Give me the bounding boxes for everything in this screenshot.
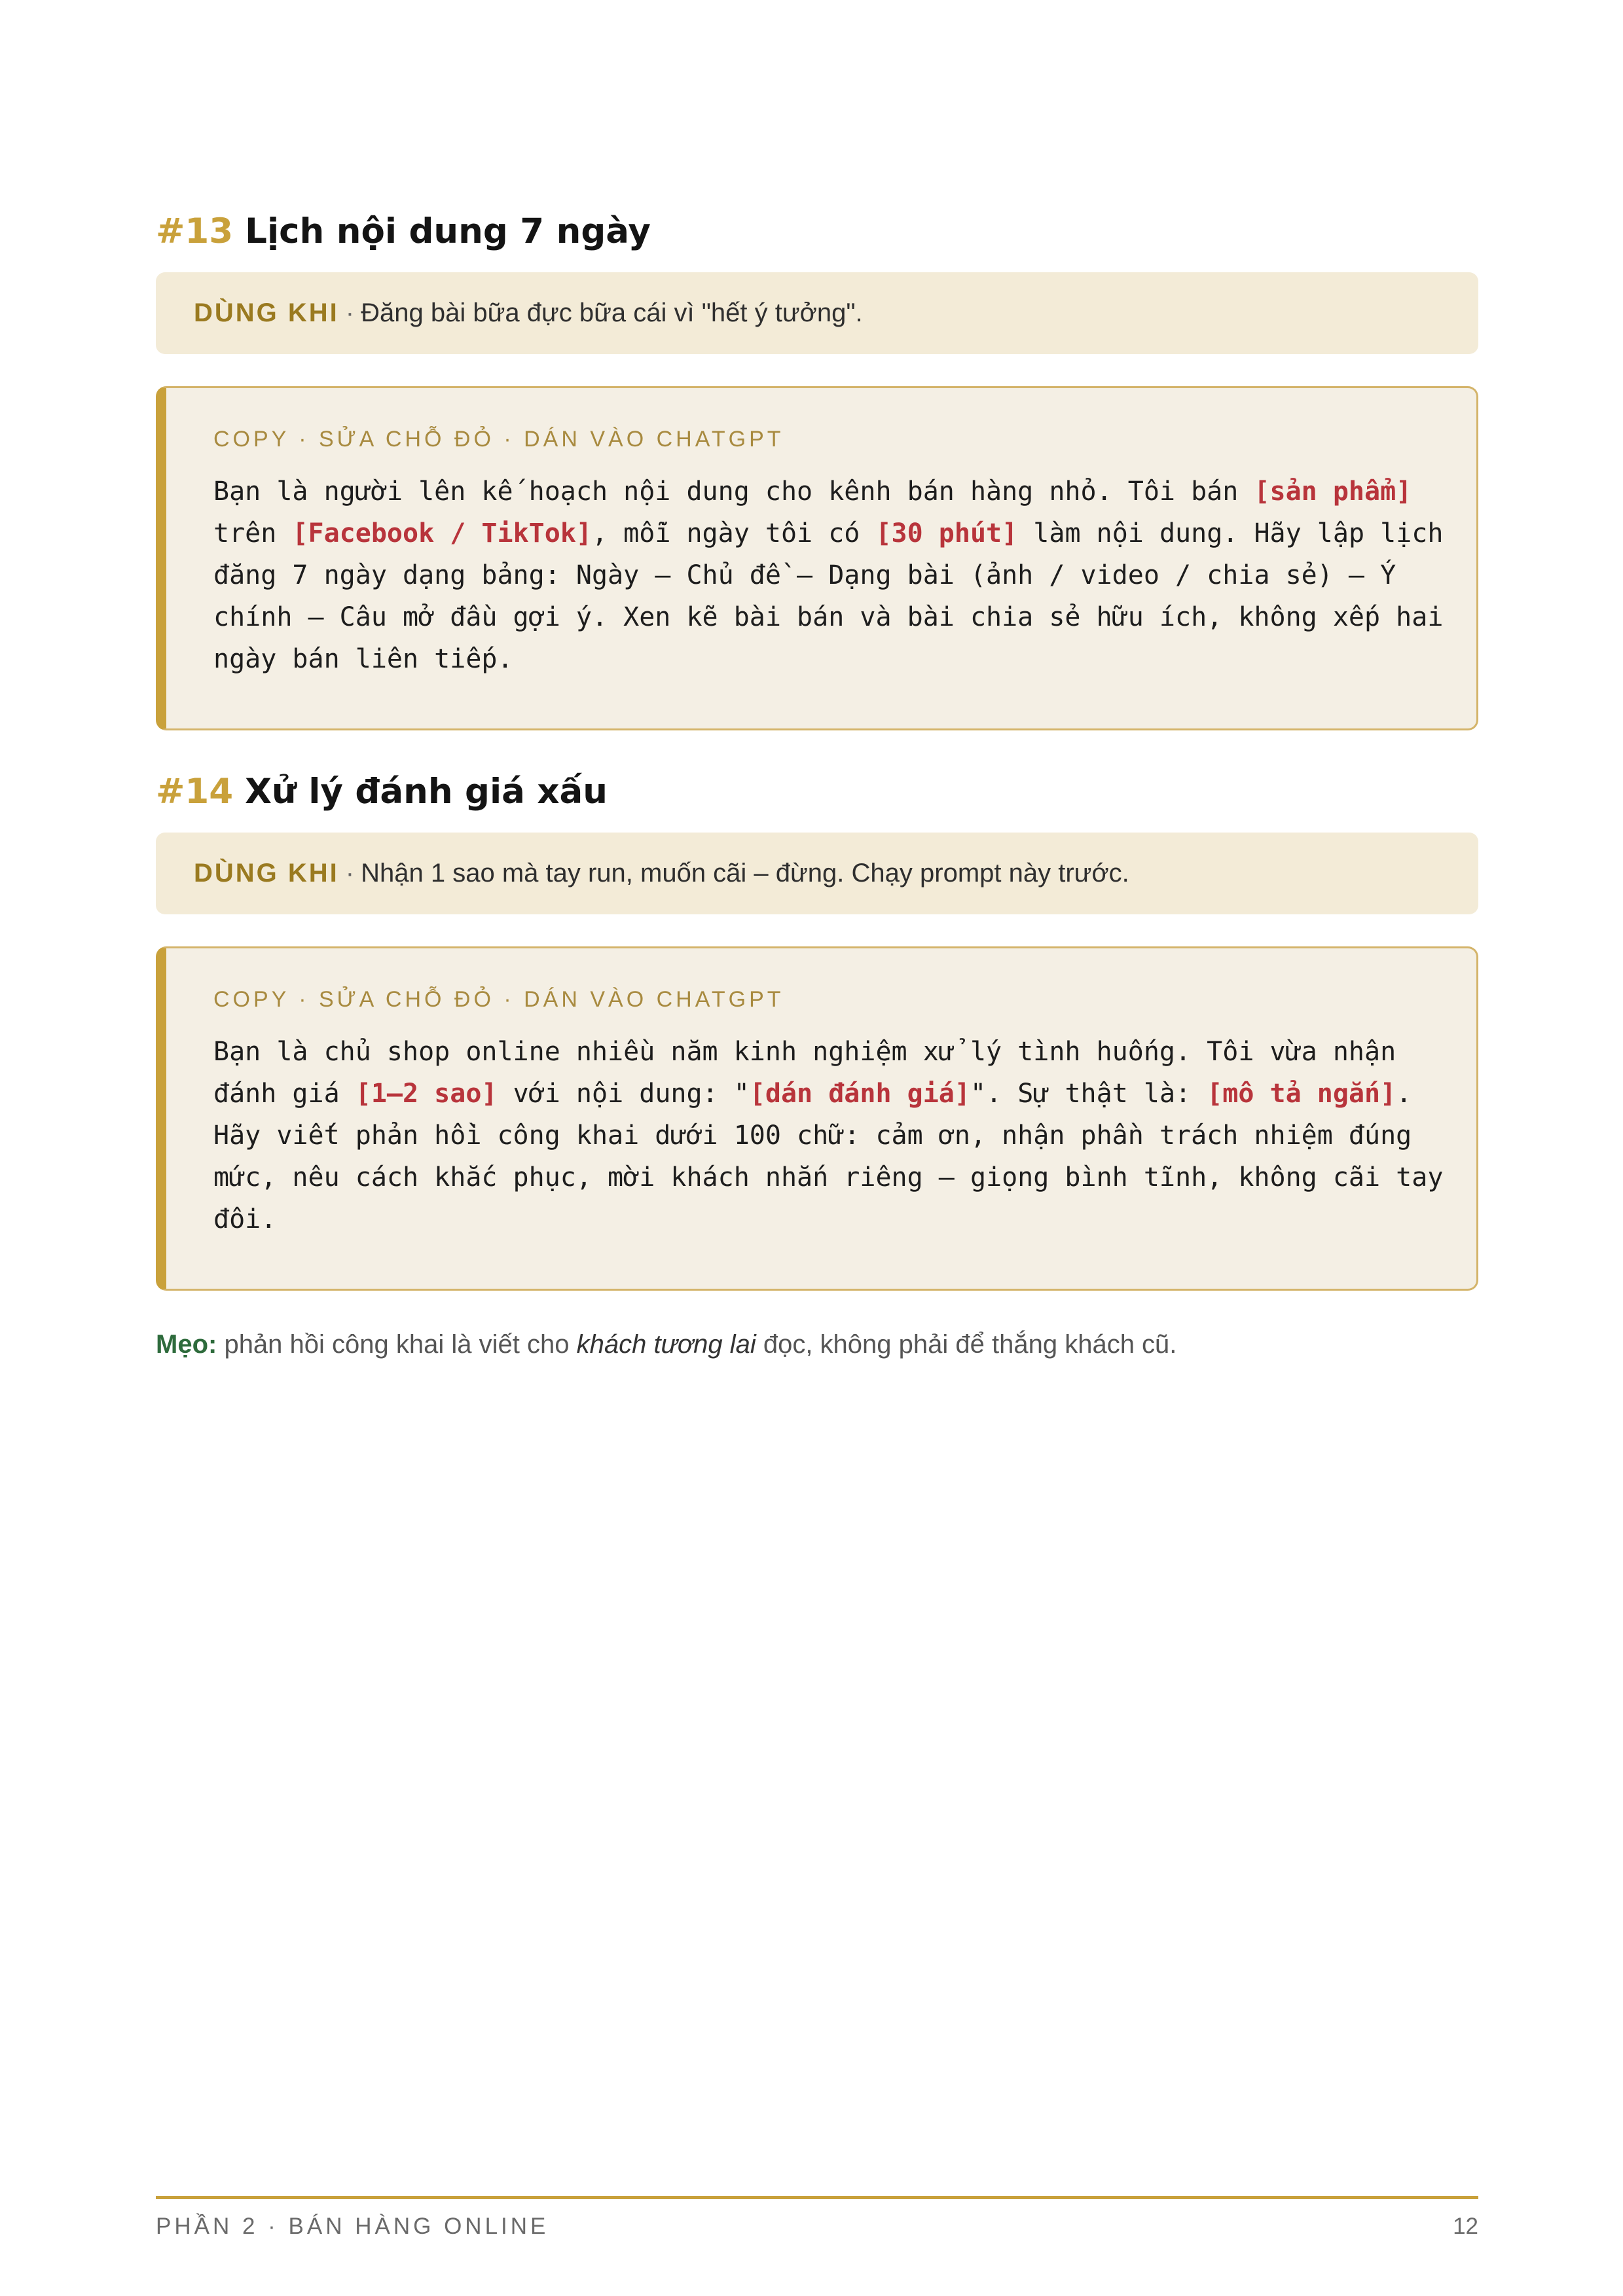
tip-emphasis: khách tương lai (576, 1330, 756, 1359)
footer-section-label: PHẦN 2 · BÁN HÀNG ONLINE (156, 2214, 549, 2239)
prompt-segment: trên (213, 518, 277, 548)
prompt-segment: làm nội dung. Hãy lập lịch đăng 7 ngày dạng bảng: Ngày — Chủ đề — Dạng bài (ảnh / video / chia sẻ) — Ý chính — Câu mở đầu gợi ý. Xen kẽ bài bán và bài chia sẻ hữu ích, không xếp hai ngày bán liên tiếp. (213, 518, 1444, 674)
placeholder-rating: [1–2 sao] (355, 1079, 498, 1109)
copy-instruction-label: COPY · SỬA CHỖ ĐỎ · DÁN VÀO CHATGPT (213, 987, 784, 1012)
section-14-number: #14 (156, 772, 234, 812)
section-13-heading (156, 211, 651, 253)
prompt-segment: Bạn là chủ shop online nhiều năm kinh nghiệm xử lý tình huống. Tôi vừa nhận đánh giá (213, 1037, 1396, 1109)
usage-text: Nhận 1 sao mà tay run, muốn cãi – đừng. Chạy prompt này trước. (361, 859, 1129, 888)
prompt-segment: ". Sự thật là: (970, 1079, 1207, 1109)
usage-separator: · (345, 298, 355, 327)
prompt-segment: , mỗi ngày tôi có (591, 518, 876, 548)
section-13-usage-box (156, 272, 1478, 354)
tip-text-after: đọc, không phải để thắng khách cũ. (756, 1330, 1177, 1359)
placeholder-review: [dán đánh giá] (749, 1079, 970, 1109)
placeholder-truth: [mô tả ngắn] (1207, 1079, 1396, 1109)
usage-keyword: DÙNG KHI (194, 298, 339, 327)
usage-text: Đăng bài bữa đực bữa cái vì "hết ý tưởng". (361, 298, 863, 327)
section-13-title: Lịch nội dung 7 ngày (245, 211, 651, 251)
prompt-text[interactable] (213, 1031, 1444, 1240)
placeholder-time: [30 phút] (875, 518, 1018, 548)
prompt-segment: Bạn là người lên kế hoạch nội dung cho kênh bán hàng nhỏ. Tôi bán (213, 476, 1254, 507)
section-14-title: Xử lý đánh giá xấu (245, 772, 608, 812)
prompt-segment: . Hãy viết phản hồi công khai dưới 100 chữ: cảm ơn, nhận phần trách nhiệm đúng mức, nêu cách khắc phục, mời khách nhắn riêng — giọng bình tĩnh, không cãi tay đôi. (213, 1079, 1444, 1234)
placeholder-product: [sản phẩm] (1254, 476, 1412, 507)
footer-divider (156, 2196, 1478, 2199)
tip-label: Mẹo: (156, 1330, 217, 1359)
copy-instruction-label: COPY · SỬA CHỖ ĐỎ · DÁN VÀO CHATGPT (213, 427, 784, 452)
usage-keyword: DÙNG KHI (194, 859, 339, 888)
section-14-usage-box (156, 833, 1478, 914)
tip-text-before: phản hồi công khai là viết cho (217, 1330, 577, 1359)
section-13-number: #13 (156, 211, 234, 251)
prompt-text[interactable] (213, 471, 1444, 680)
placeholder-platform: [Facebook / TikTok] (292, 518, 592, 548)
section-13-prompt-box[interactable] (156, 386, 1478, 730)
prompt-segment: với nội dung: " (497, 1079, 750, 1109)
usage-separator: · (345, 859, 355, 888)
section-14-heading (156, 771, 608, 813)
section-14-prompt-box[interactable] (156, 946, 1478, 1291)
page-number: 12 (1453, 2214, 1478, 2239)
tip-note (156, 1326, 1176, 1363)
